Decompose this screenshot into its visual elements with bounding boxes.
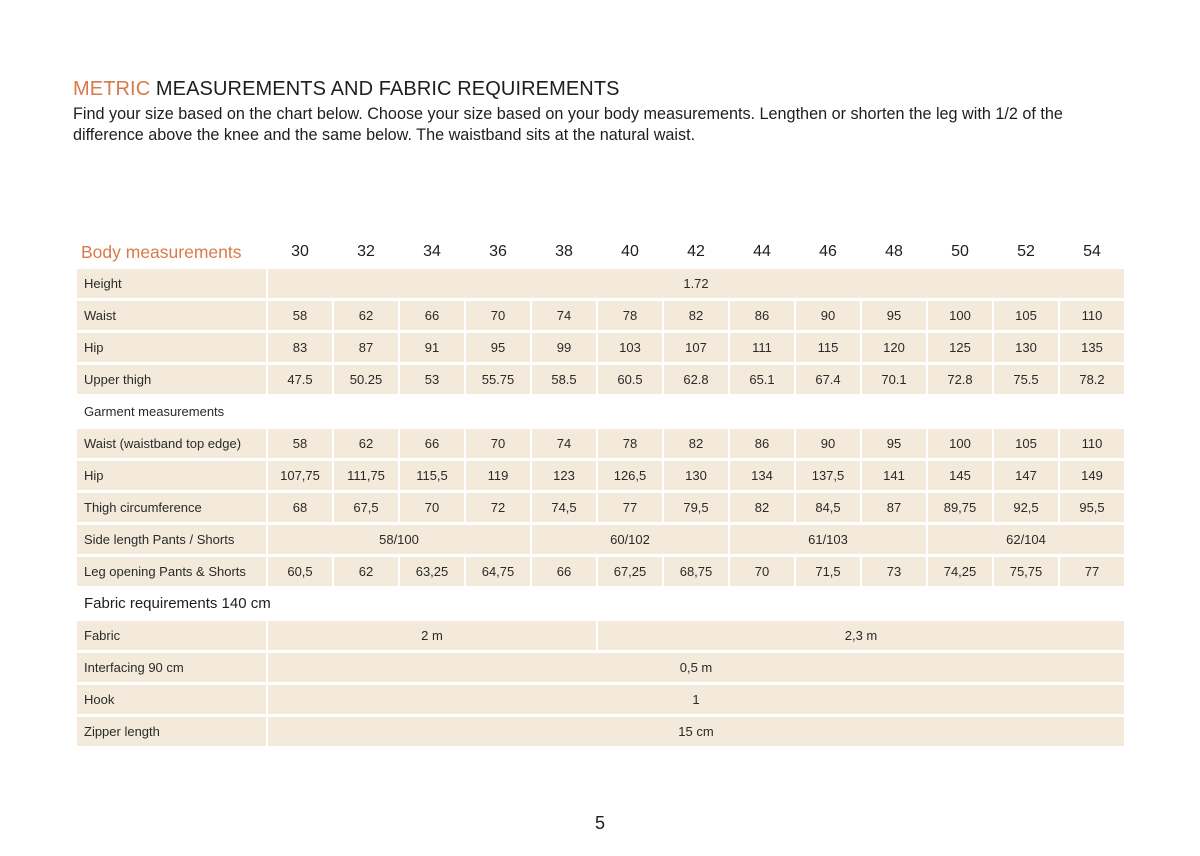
table-cell: 95,5: [1060, 493, 1124, 522]
table-cell: 60.5: [598, 365, 662, 394]
table-cell: 87: [334, 333, 398, 362]
table-cell: 135: [1060, 333, 1124, 362]
table-cell: 66: [400, 429, 464, 458]
row-label-garment-hip: Hip: [77, 461, 266, 490]
table-cell: 86: [730, 429, 794, 458]
table-cell: 62: [334, 301, 398, 330]
table-cell: 74,5: [532, 493, 596, 522]
table-cell: 70: [466, 429, 530, 458]
table-cell: 73: [862, 557, 926, 586]
table-cell: 103: [598, 333, 662, 362]
interfacing-value: 0,5 m: [268, 653, 1124, 682]
table-cell: 66: [532, 557, 596, 586]
table-cell: 64,75: [466, 557, 530, 586]
table-cell: 130: [664, 461, 728, 490]
table-cell: 70.1: [862, 365, 926, 394]
table-cell: 78: [598, 301, 662, 330]
table-cell: 70: [466, 301, 530, 330]
table-cell: 66: [400, 301, 464, 330]
title-rest: MEASUREMENTS AND FABRIC REQUIREMENTS: [150, 78, 620, 100]
garment-measurements-heading: Garment measurements: [84, 404, 225, 419]
table-cell: 67,5: [334, 493, 398, 522]
table-cell: 89,75: [928, 493, 992, 522]
intro-text: Find your size based on the chart below. Choose your size based on your body measurements. Lengthen or shorten the leg with 1/2 of the difference above the knee and the same below. The waistband sits at the natural waist.: [73, 105, 1063, 144]
table-cell: 62: [334, 557, 398, 586]
height-value: 1.72: [268, 269, 1124, 298]
table-cell: 99: [532, 333, 596, 362]
table-cell: 68,75: [664, 557, 728, 586]
row-label-waist: Waist: [77, 301, 266, 330]
table-cell: 149: [1060, 461, 1124, 490]
table-cell: 65.1: [730, 365, 794, 394]
row-label-garment-waist: Waist (waistband top edge): [77, 429, 266, 458]
size-header: 38: [555, 243, 573, 260]
table-cell: 78: [598, 429, 662, 458]
row-label-thigh-circumference: Thigh circumference: [77, 493, 266, 522]
table-cell: 82: [664, 301, 728, 330]
table-cell: 100: [928, 429, 992, 458]
hook-value: 1: [268, 685, 1124, 714]
table-cell: 68: [268, 493, 332, 522]
size-header: 40: [621, 243, 639, 260]
size-header: 32: [357, 243, 375, 260]
table-cell: 115: [796, 333, 860, 362]
table-cell: 62.8: [664, 365, 728, 394]
size-header: 30: [291, 243, 309, 260]
table-cell: 111,75: [334, 461, 398, 490]
row-label-height: Height: [77, 269, 266, 298]
side-length-group: 61/103: [730, 525, 926, 554]
table-cell: 58.5: [532, 365, 596, 394]
table-cell: 55.75: [466, 365, 530, 394]
table-cell: 78.2: [1060, 365, 1124, 394]
table-cell: 86: [730, 301, 794, 330]
table-cell: 74: [532, 301, 596, 330]
table-cell: 84,5: [796, 493, 860, 522]
table-cell: 87: [862, 493, 926, 522]
table-cell: 74: [532, 429, 596, 458]
table-cell: 145: [928, 461, 992, 490]
zipper-value: 15 cm: [268, 717, 1124, 746]
row-label-hook: Hook: [77, 685, 266, 714]
size-header: 48: [885, 243, 903, 260]
table-cell: 110: [1060, 301, 1124, 330]
table-cell: 125: [928, 333, 992, 362]
size-header: 36: [489, 243, 507, 260]
side-length-group: 62/104: [928, 525, 1124, 554]
size-header: 46: [819, 243, 837, 260]
table-cell: 70: [730, 557, 794, 586]
table-cell: 120: [862, 333, 926, 362]
row-label-fabric: Fabric: [77, 621, 266, 650]
table-cell: 82: [664, 429, 728, 458]
row-label-interfacing: Interfacing 90 cm: [77, 653, 266, 682]
table-cell: 83: [268, 333, 332, 362]
table-cell: 58: [268, 429, 332, 458]
row-label-hip: Hip: [77, 333, 266, 362]
table-cell: 137,5: [796, 461, 860, 490]
table-cell: 67.4: [796, 365, 860, 394]
size-header: 52: [1017, 243, 1035, 260]
table-cell: 77: [598, 493, 662, 522]
table-cell: 74,25: [928, 557, 992, 586]
size-header: 54: [1083, 243, 1101, 260]
table-cell: 79,5: [664, 493, 728, 522]
table-cell: 110: [1060, 429, 1124, 458]
table-cell: 130: [994, 333, 1058, 362]
body-measurements-heading: Body measurements: [81, 241, 242, 262]
fabric-group: 2 m: [268, 621, 596, 650]
table-cell: 71,5: [796, 557, 860, 586]
table-cell: 75,75: [994, 557, 1058, 586]
row-label-leg-opening: Leg opening Pants & Shorts: [77, 557, 266, 586]
page-title: [73, 78, 620, 101]
table-cell: 95: [862, 429, 926, 458]
table-cell: 63,25: [400, 557, 464, 586]
side-length-group: 60/102: [532, 525, 728, 554]
table-cell: 119: [466, 461, 530, 490]
table-cell: 111: [730, 333, 794, 362]
row-label-upper-thigh: Upper thigh: [77, 365, 266, 394]
table-cell: 53: [400, 365, 464, 394]
size-header: 34: [423, 243, 441, 260]
size-header: 50: [951, 243, 969, 260]
table-cell: 107: [664, 333, 728, 362]
size-header: 44: [753, 243, 771, 260]
table-cell: 77: [1060, 557, 1124, 586]
table-cell: 72: [466, 493, 530, 522]
table-cell: 62: [334, 429, 398, 458]
table-cell: 95: [466, 333, 530, 362]
table-cell: 126,5: [598, 461, 662, 490]
page-number: 5: [594, 813, 605, 833]
table-cell: 91: [400, 333, 464, 362]
table-cell: 141: [862, 461, 926, 490]
size-header: 42: [687, 243, 705, 260]
fabric-group: 2,3 m: [598, 621, 1124, 650]
table-cell: 50.25: [334, 365, 398, 394]
size-chart-table: [77, 238, 1126, 746]
table-cell: 90: [796, 429, 860, 458]
table-cell: 105: [994, 301, 1058, 330]
table-cell: 100: [928, 301, 992, 330]
table-cell: 105: [994, 429, 1058, 458]
row-label-side-length: Side length Pants / Shorts: [77, 525, 266, 554]
fabric-requirements-heading: Fabric requirements 140 cm: [84, 595, 271, 612]
table-cell: 82: [730, 493, 794, 522]
table-cell: 92,5: [994, 493, 1058, 522]
table-cell: 134: [730, 461, 794, 490]
table-cell: 75.5: [994, 365, 1058, 394]
table-cell: 72.8: [928, 365, 992, 394]
table-cell: 60,5: [268, 557, 332, 586]
title-accent: METRIC: [73, 78, 151, 100]
table-cell: 123: [532, 461, 596, 490]
side-length-group: 58/100: [268, 525, 530, 554]
table-cell: 58: [268, 301, 332, 330]
table-cell: 70: [400, 493, 464, 522]
table-cell: 107,75: [268, 461, 332, 490]
table-cell: 67,25: [598, 557, 662, 586]
table-cell: 95: [862, 301, 926, 330]
table-cell: 147: [994, 461, 1058, 490]
table-cell: 47.5: [268, 365, 332, 394]
table-cell: 90: [796, 301, 860, 330]
row-label-zipper: Zipper length: [77, 717, 266, 746]
table-cell: 115,5: [400, 461, 464, 490]
